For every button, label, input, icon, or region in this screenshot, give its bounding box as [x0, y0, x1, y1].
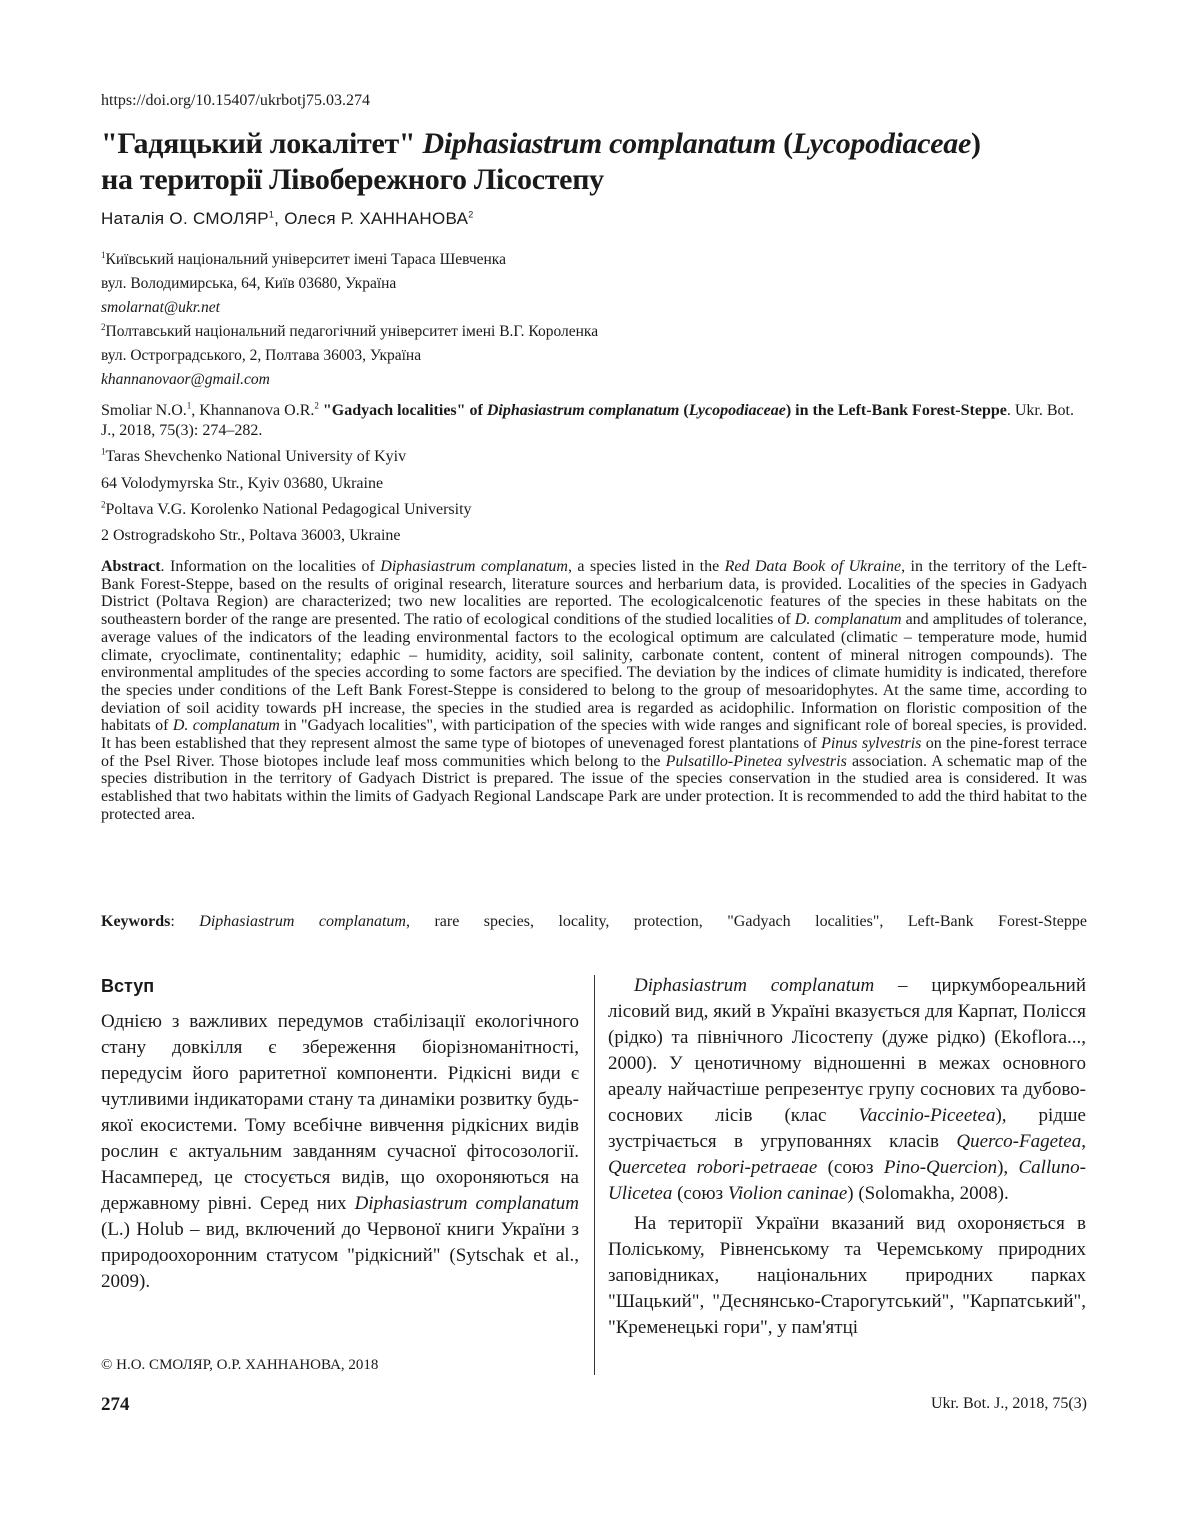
title-species: Diphasiastrum complanatum [422, 127, 776, 160]
keywords-list: , rare species, locality, protection, "Gadyach localities", Left-Bank Forest-Steppe [405, 913, 1088, 930]
abstract-text: in "Gadyach localities", with participation of the species with wide ranges and significant role of boreal species, is provided. It has been established that they represent almost the same type of biotopes of unevenaged forest plantations of [101, 717, 1087, 753]
page-number: 274 [101, 1394, 130, 1415]
intro-text: Однією з важливих передумов стабілізації екологічного стану довкілля є збереження біорізноманітності, передусім його раритетної компоненти. Рідкісні види є чутливими індикаторами стану та динаміки розвитку будь-якої екосистеми. Тому всебічне вивчення рідкісних видів рослин є актуальним завданням сучасної фітосозології. Насамперед, це стосується видів, що охороняються на державному рівні. Серед них [101, 1011, 579, 1214]
aff-name: Полтавський національний педагогічний університет імені В.Г. Короленка [105, 323, 599, 340]
body-italic: Querco-Fagetea [956, 1131, 1082, 1152]
keyword-species: Diphasiastrum complanatum [199, 913, 406, 930]
body-paragraph: На території України вказаний вид охороняється в Поліському, Рівненському та Черемському природних заповідниках, національних природних парках "Шацький", "Деснянсько-Старогутський", "Карпатський", "Кременецькі гори", у пам'ятці [608, 1213, 1086, 1338]
body-paragraph [608, 973, 1086, 1207]
body-text: , [1081, 1131, 1086, 1152]
en-aff-sup: 1 [101, 446, 106, 457]
body-text: ) (Solomakha, 2008). [847, 1183, 1009, 1204]
en-author-sup: 2 [314, 400, 319, 411]
authors [101, 209, 474, 229]
en-citation: . Ukr. Bot. J., 2018, 75(3): 274–282. [101, 402, 1074, 439]
journal-ref: Ukr. Bot. J., 2018, 75(3) [931, 1395, 1087, 1412]
en-title-part: "Gadyach localities" of [318, 402, 487, 419]
title-part: "Гадяцький локалітет" [101, 127, 423, 160]
affiliations-ua [101, 248, 598, 392]
abstract-italic: Pulsatillo-Pinetea sylvestris [665, 752, 847, 770]
en-affiliation [101, 501, 472, 519]
abstract-text: , in the territory of the Left-Bank Forest-Steppe, based on the results of original research, literature sources and herbarium data, is provided. Localities of the species in Gadyach District (Poltava Region) are characterized; two new localities are reported. The ecologicalcenotic features of the species in these habitats on the southeastern border of the range are presented. The ratio of ecological conditions of the studied localities of [101, 558, 1088, 629]
body-text: ), рідше зустрічається в угрупованнях класів [608, 1105, 1086, 1152]
en-title-part: ) in the Left-Bank Forest-Steppe [785, 402, 1007, 419]
intro-paragraph [101, 1009, 579, 1295]
column-divider [594, 975, 595, 1375]
en-author: Smoliar N.O. [101, 402, 187, 419]
aff-email[interactable]: khannanovaor@gmail.com [101, 371, 270, 388]
en-title [319, 402, 1007, 419]
aff-address: вул. Остроградського, 2, Полтава 36003, Україна [101, 347, 422, 364]
article-title [101, 126, 981, 198]
author-sep: , [274, 209, 285, 228]
author-sup: 2 [468, 209, 474, 220]
title-line2: на території Лівобережного Лісостепу [101, 163, 604, 196]
abstract-italic: D. complanatum [794, 611, 902, 629]
keywords-label: Keywords [101, 913, 171, 930]
intro-text: (L.) Holub – вид, включений до Червоної книги України з природоохоронним статусом "рідкісний" (Sytschak et al., 2009). [101, 1219, 579, 1292]
abstract-italic: D. complanatum [172, 717, 280, 735]
right-column [608, 973, 1086, 1341]
keywords [101, 913, 1087, 931]
en-author-sep: , [191, 402, 200, 419]
aff-address: вул. Володимирська, 64, Київ 03680, Україна [101, 275, 397, 292]
author-name: Олеся Р. ХАННАНОВА [284, 209, 469, 228]
abstract-text: and amplitudes of tolerance, average values of the indicators of the leading environmental factors to the ecological optimum are calculated (climatic – temperature mode, humid climate, cryoclimate, continentality; edaphic – humidity, acidity, soil salinity, carbonate content, content of mineral nitrogen compounds). The environmental amplitudes of the species according to some factors are specified. The deviation by the indices of climate humidity is indicated, therefore the species under conditions of the Left Bank Forest-Steppe is considered to belong to the group of mesoaridophytes. At the same time, according to deviation of soil acidity towards pH increase, the species in the studied area is regarded as acidophilic. Information on floristic composition of the habitats of [101, 611, 1088, 735]
body-italic: Calluno-Ulicetea [608, 1157, 1086, 1204]
title-part: ( [775, 127, 793, 160]
en-affiliation-address: 64 Volodymyrska Str., Kyiv 03680, Ukraine [101, 475, 384, 492]
intro-column [101, 973, 579, 1295]
body-text: – циркумбореальний лісовий вид, який в Україні вказується для Карпат, Полісся (рідко) та північного Лісостепу (дуже рідко) (Ekoflora..., 2000). У ценотичному відношенні в межах основного ареалу найчастіше репрезентує групу соснових та дубово-соснових лісів (клас [608, 975, 1086, 1126]
en-affiliation-address: 2 Ostrogradskoho Str., Poltava 36003, Ukraine [101, 527, 401, 544]
en-title-species: Diphasiastrum complanatum [486, 402, 680, 419]
en-aff-name: Poltava V.G. Korolenko National Pedagogical University [105, 501, 472, 518]
english-citation [101, 401, 1087, 441]
body-italic: Vaccinio-Piceetea [858, 1105, 996, 1126]
abstract-text: . Information on the localities of [160, 558, 381, 575]
en-affiliation [101, 448, 406, 466]
abstract [101, 558, 1087, 824]
body-italic: Diphasiastrum complanatum [634, 975, 875, 996]
body-text: (союз [817, 1157, 884, 1178]
abstract-text: , a species listed in the [567, 558, 725, 575]
section-heading: Вступ [101, 976, 155, 996]
body-italic: Pino-Quercion [883, 1157, 998, 1178]
body-text: (союз [672, 1183, 728, 1204]
abstract-italic: Red Data Book of Ukraine [724, 558, 902, 575]
abstract-text: association. A schematic map of the species distribution in the territory of Gadyach District is prepared. The issue of the species conservation in the studied area is considered. It was established that two habitats within the limits of Gadyach Regional Landscape Park are under protection. It is recommended to add the third habitat to the protected area. [101, 752, 1087, 823]
aff-sup: 1 [101, 249, 106, 260]
title-part: ) [971, 127, 981, 160]
en-author-sup: 1 [186, 400, 192, 411]
aff-name: Київський національний університет імені Тараса Шевченка [105, 251, 506, 268]
keywords-sep: : [170, 913, 200, 930]
aff-sup: 2 [101, 321, 106, 332]
copyright: © Н.О. СМОЛЯР, О.Р. ХАННАНОВА, 2018 [101, 1357, 379, 1373]
body-italic: Quercetea robori-petraeae [608, 1157, 818, 1178]
intro-italic: Diphasiastrum complanatum [354, 1193, 579, 1214]
en-aff-name: Taras Shevchenko National University of Kyiv [105, 448, 407, 465]
author-sup: 1 [268, 209, 275, 220]
abstract-italic: Diphasiastrum complanatum [380, 558, 568, 575]
abstract-italic: Pinus sylvestris [821, 735, 922, 753]
abstract-label: Abstract [101, 558, 161, 575]
abstract-text: on the pine-forest terrace of the Psel River. Those biotopes include leaf moss communities which belong to the [101, 735, 1087, 770]
author-name: Наталія О. СМОЛЯР [101, 209, 269, 228]
en-author: Khannanova O.R. [199, 402, 315, 419]
aff-email[interactable]: smolarnat@ukr.net [101, 299, 220, 316]
title-family: Lycopodiaceae [792, 127, 972, 160]
doi-link[interactable]: https://doi.org/10.15407/ukrbotj75.03.274 [101, 92, 371, 109]
body-italic: Violion caninae [727, 1183, 848, 1204]
en-title-part: ( [679, 402, 689, 419]
body-text: ), [997, 1157, 1019, 1178]
en-title-family: Lycopodiaceae [688, 402, 786, 419]
en-aff-sup: 2 [101, 499, 106, 510]
